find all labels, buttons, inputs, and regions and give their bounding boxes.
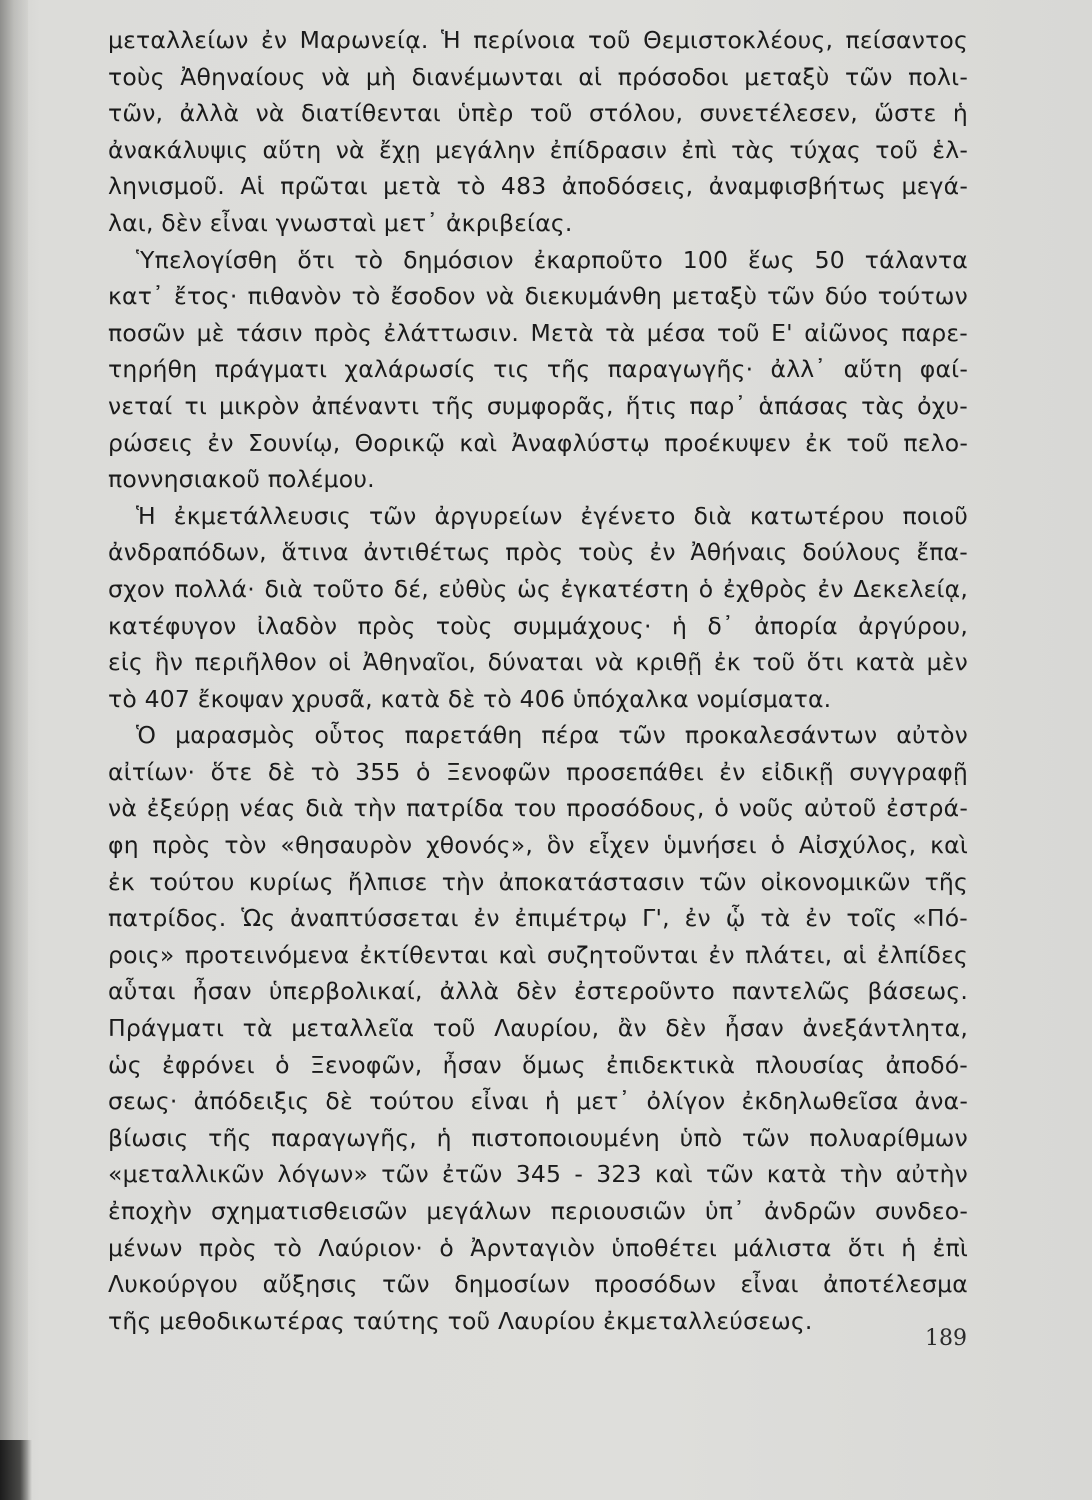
paragraph-1	[108, 22, 968, 242]
text-line: σεως· ἀπόδειξις δὲ τούτου εἶναι ἡ μετ᾿ ὀλίγον ἐκδηλωθεῖσα ἀνα-	[108, 1087, 968, 1116]
text-line: πατρίδος. Ὡς ἀναπτύσσεται ἐν ἐπιμέτρῳ Γ', ἐν ᾧ τὰ ἐν τοῖς «Πό-	[108, 904, 968, 933]
text-line: ρώσεις ἐν Σουνίῳ, Θορικῷ καὶ Ἀναφλύστῳ προέκυψεν ἐκ τοῦ πελο-	[108, 428, 968, 457]
paragraph-4	[108, 717, 968, 1339]
text-line: ροις» προτεινόμενα ἐκτίθενται καὶ συζητοῦνται ἐν πλάτει, αἱ ἐλπίδες	[108, 940, 968, 969]
text-line: ἀνδραπόδων, ἅτινα ἀντιθέτως πρὸς τοὺς ἐν Ἀθήναις δούλους ἔπα-	[108, 538, 968, 567]
page-number: 189	[925, 1326, 967, 1351]
text-line: ποσῶν μὲ τάσιν πρὸς ἐλάττωσιν. Μετὰ τὰ μέσα τοῦ Ε' αἰῶνος παρε-	[108, 318, 968, 347]
text-line: βίωσις τῆς παραγωγῆς, ἡ πιστοποιουμένη ὑπὸ τῶν πολυαρίθμων	[108, 1123, 968, 1152]
text-line: τῆς μεθοδικωτέρας ταύτης τοῦ Λαυρίου ἐκμεταλλεύσεως.	[108, 1306, 813, 1335]
text-line: Ἡ ἐκμετάλλευσις τῶν ἀργυρείων ἐγένετο διὰ κατωτέρου ποιοῦ	[136, 501, 968, 530]
text-line: αἰτίων· ὅτε δὲ τὸ 355 ὁ Ξενοφῶν προσεπάθει ἐν εἰδικῇ συγγραφῇ	[108, 757, 968, 786]
text-line: αὗται ἦσαν ὑπερβολικαί, ἀλλὰ δὲν ἐστεροῦντο παντελῶς βάσεως.	[108, 977, 968, 1006]
text-line: Ὑπελογίσθη ὅτι τὸ δημόσιον ἐκαρποῦτο 100 ἕως 50 τάλαντα	[136, 245, 968, 274]
text-line: Λυκούργου αὔξησις τῶν δημοσίων προσόδων εἶναι ἀποτέλεσμα	[108, 1270, 968, 1299]
paragraph-2	[108, 242, 968, 498]
text-line: ἀνακάλυψις αὕτη νὰ ἔχῃ μεγάλην ἐπίδρασιν ἐπὶ τὰς τύχας τοῦ ἑλ-	[108, 135, 968, 164]
text-line: ἐκ τούτου κυρίως ἤλπισε τὴν ἀποκατάστασιν τῶν οἰκονομικῶν τῆς	[108, 867, 968, 896]
paragraph-3	[108, 498, 968, 718]
text-line: Πράγματι τὰ μεταλλεῖα τοῦ Λαυρίου, ἂν δὲν ἦσαν ἀνεξάντλητα,	[108, 1014, 968, 1043]
text-line: νὰ ἐξεύρῃ νέας διὰ τὴν πατρίδα του προσόδους, ὁ νοῦς αὐτοῦ ἐστρά-	[108, 794, 968, 823]
text-line: ληνισμοῦ. Αἱ πρῶται μετὰ τὸ 483 ἀποδόσεις, ἀναμφισβήτως μεγά-	[108, 172, 968, 201]
text-line: κατ᾿ ἔτος· πιθανὸν τὸ ἔσοδον νὰ διεκυμάνθη μεταξὺ τῶν δύο τούτων	[108, 282, 968, 311]
text-line: τοὺς Ἀθηναίους νὰ μὴ διανέμωνται αἱ πρόσοδοι μεταξὺ τῶν πολι-	[108, 62, 968, 91]
text-line: τῶν, ἀλλὰ νὰ διατίθενται ὑπὲρ τοῦ στόλου, συνετέλεσεν, ὥστε ἡ	[108, 99, 968, 128]
text-line: μένων πρὸς τὸ Λαύριον· ὁ Ἀρνταγιὸν ὑποθέτει μάλιστα ὅτι ἡ ἐπὶ	[108, 1233, 968, 1262]
text-line: φη πρὸς τὸν «θησαυρὸν χθονός», ὃν εἶχεν ὑμνήσει ὁ Αἰσχύλος, καὶ	[108, 831, 968, 860]
text-line: ποννησιακοῦ πολέμου.	[108, 465, 375, 494]
body-text	[108, 22, 968, 1339]
text-line: «μεταλλικῶν λόγων» τῶν ἐτῶν 345 - 323 καὶ τῶν κατὰ τὴν αὐτὴν	[108, 1160, 968, 1189]
text-line: νεταί τι μικρὸν ἀπέναντι τῆς συμφορᾶς, ἥτις παρ᾿ ἁπάσας τὰς ὀχυ-	[108, 391, 968, 420]
text-line: κατέφυγον ἰλαδὸν πρὸς τοὺς συμμάχους· ἡ δ᾿ ἀπορία ἀργύρου,	[108, 611, 968, 640]
text-line: λαι, δὲν εἶναι γνωσταὶ μετ᾿ ἀκριβείας.	[108, 208, 573, 237]
text-line: τηρήθη πράγματι χαλάρωσίς τις τῆς παραγωγῆς· ἀλλ᾿ αὕτη φαί-	[108, 355, 968, 384]
text-line: Ὁ μαρασμὸς οὗτος παρετάθη πέρα τῶν προκαλεσάντων αὐτὸν	[136, 721, 968, 750]
book-spine-shadow	[0, 0, 28, 1500]
text-line: ὡς ἐφρόνει ὁ Ξενοφῶν, ἦσαν ὅμως ἐπιδεκτικὰ πλουσίας ἀποδό-	[108, 1050, 968, 1079]
text-line: τὸ 407 ἔκοψαν χρυσᾶ, κατὰ δὲ τὸ 406 ὑπόχαλκα νομίσματα.	[108, 684, 832, 713]
text-line: εἰς ἣν περιῆλθον οἱ Ἀθηναῖοι, δύναται νὰ κριθῇ ἐκ τοῦ ὅτι κατὰ μὲν	[108, 648, 968, 677]
book-spine-edge	[0, 1440, 32, 1500]
text-line: μεταλλείων ἐν Μαρωνείᾳ. Ἡ περίνοια τοῦ Θεμιστοκλέους, πείσαντος	[108, 26, 968, 54]
text-line: ἐποχὴν σχηματισθεισῶν μεγάλων περιουσιῶν ὑπ᾿ ἀνδρῶν συνδεο-	[108, 1197, 968, 1225]
text-line: σχον πολλά· διὰ τοῦτο δέ, εὐθὺς ὡς ἐγκατέστη ὁ ἐχθρὸς ἐν Δεκελείᾳ,	[108, 574, 968, 603]
